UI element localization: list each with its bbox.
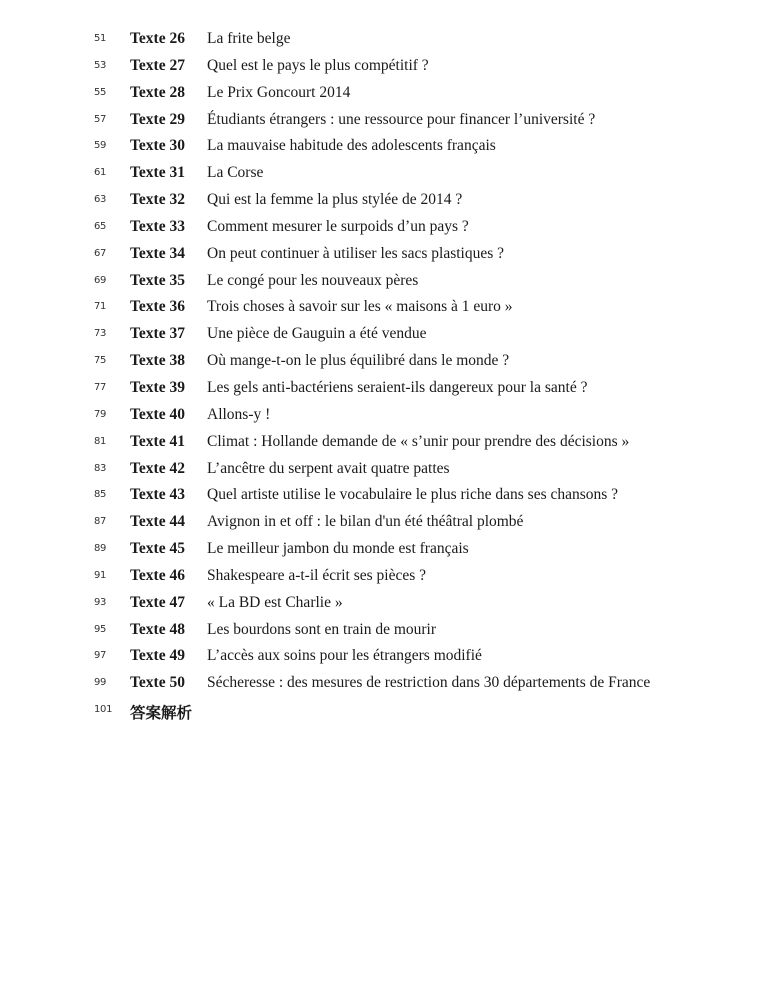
page-number: 63 bbox=[94, 194, 107, 206]
toc-entry[interactable] bbox=[0, 404, 758, 431]
page-number: 75 bbox=[94, 355, 107, 367]
page-number: 69 bbox=[94, 274, 107, 286]
toc-entry[interactable] bbox=[0, 162, 758, 189]
page-number: 87 bbox=[94, 516, 107, 528]
page-number: 91 bbox=[94, 569, 107, 581]
text-label: Texte 26 bbox=[130, 30, 185, 47]
page-number: 95 bbox=[94, 623, 107, 635]
text-label: Texte 35 bbox=[130, 271, 185, 289]
text-label: Texte 44 bbox=[130, 513, 185, 531]
text-label: Texte 38 bbox=[130, 352, 185, 370]
text-title: Climat : Hollande demande de « s’unir pour prendre des décisions » bbox=[207, 432, 630, 450]
toc-entry[interactable] bbox=[0, 645, 758, 672]
toc-entry-answers[interactable] bbox=[0, 699, 758, 726]
toc-entry[interactable] bbox=[0, 565, 758, 592]
text-title: Le meilleur jambon du monde est français bbox=[207, 540, 469, 558]
toc-entry[interactable] bbox=[0, 216, 758, 243]
text-label: Texte 34 bbox=[130, 244, 185, 262]
text-label: Texte 49 bbox=[130, 647, 185, 665]
page-number: 71 bbox=[94, 301, 107, 313]
toc-entry[interactable] bbox=[0, 619, 758, 646]
page-number: 51 bbox=[94, 33, 107, 44]
toc-entry[interactable] bbox=[0, 538, 758, 565]
text-title: Trois choses à savoir sur les « maisons à 1 euro » bbox=[207, 298, 513, 316]
page-number: 89 bbox=[94, 543, 107, 555]
text-title: « La BD est Charlie » bbox=[207, 593, 343, 611]
toc-entry[interactable] bbox=[0, 28, 758, 55]
page-number: 59 bbox=[94, 140, 107, 152]
toc-entry[interactable] bbox=[0, 135, 758, 162]
text-title: La frite belge bbox=[207, 30, 291, 47]
page-number: 99 bbox=[94, 677, 107, 689]
text-label: Texte 48 bbox=[130, 620, 185, 638]
text-label: Texte 28 bbox=[130, 83, 185, 101]
page-number: 97 bbox=[94, 650, 107, 662]
text-title: On peut continuer à utiliser les sacs plastiques ? bbox=[207, 244, 505, 262]
toc-entry[interactable] bbox=[0, 323, 758, 350]
page-number: 57 bbox=[94, 113, 107, 125]
text-title: Avignon in et off : le bilan d'un été théâtral plombé bbox=[207, 513, 524, 531]
page-number: 61 bbox=[94, 167, 107, 179]
page-number: 101 bbox=[94, 704, 113, 716]
toc-entry[interactable] bbox=[0, 82, 758, 109]
page-number: 73 bbox=[94, 328, 107, 340]
page-number: 93 bbox=[94, 596, 107, 608]
toc-entry[interactable] bbox=[0, 296, 758, 323]
text-label: Texte 32 bbox=[130, 191, 185, 209]
toc-entry[interactable] bbox=[0, 270, 758, 297]
page-number: 79 bbox=[94, 408, 107, 420]
page-number: 85 bbox=[94, 489, 107, 501]
page-number: 67 bbox=[94, 247, 107, 259]
text-title: Les gels anti-bactériens seraient-ils dangereux pour la santé ? bbox=[207, 378, 588, 396]
page-number: 55 bbox=[94, 86, 107, 98]
text-label: Texte 45 bbox=[130, 540, 185, 558]
page-number: 83 bbox=[94, 462, 107, 474]
text-label: Texte 33 bbox=[130, 217, 185, 235]
text-title: Shakespeare a-t-il écrit ses pièces ? bbox=[207, 566, 427, 584]
toc-entry[interactable] bbox=[0, 672, 758, 699]
toc-entry[interactable] bbox=[0, 109, 758, 136]
toc-entry[interactable] bbox=[0, 243, 758, 270]
text-label: Texte 47 bbox=[130, 593, 185, 611]
text-title: Comment mesurer le surpoids d’un pays ? bbox=[207, 217, 469, 235]
text-label: Texte 46 bbox=[130, 566, 185, 584]
toc-entry[interactable] bbox=[0, 431, 758, 458]
text-title: L’ancêtre du serpent avait quatre pattes bbox=[207, 459, 450, 477]
text-title: L’accès aux soins pour les étrangers modifié bbox=[207, 647, 482, 665]
text-label: Texte 41 bbox=[130, 432, 185, 450]
text-title: Allons-y ! bbox=[207, 405, 271, 423]
text-title: Étudiants étrangers : une ressource pour financer l’université ? bbox=[207, 110, 596, 128]
text-label: Texte 29 bbox=[130, 110, 185, 128]
page-number: 65 bbox=[94, 220, 107, 232]
text-title: Le congé pour les nouveaux pères bbox=[207, 271, 419, 289]
page-number: 53 bbox=[94, 59, 107, 71]
text-title: Quel artiste utilise le vocabulaire le plus riche dans ses chansons ? bbox=[207, 486, 619, 504]
toc-entry[interactable] bbox=[0, 458, 758, 485]
text-title: Quel est le pays le plus compétitif ? bbox=[207, 56, 429, 74]
text-title: Qui est la femme la plus stylée de 2014 ? bbox=[207, 191, 463, 209]
text-label: Texte 37 bbox=[130, 325, 185, 343]
page-number: 81 bbox=[94, 435, 107, 447]
text-label: Texte 50 bbox=[130, 674, 185, 692]
text-label: Texte 43 bbox=[130, 486, 185, 504]
toc-entry[interactable] bbox=[0, 55, 758, 82]
text-title: Le Prix Goncourt 2014 bbox=[207, 83, 351, 101]
answers-label: 答案解析 bbox=[130, 704, 193, 723]
page-number: 77 bbox=[94, 381, 107, 393]
text-title: Sécheresse : des mesures de restriction dans 30 départements de France bbox=[207, 674, 651, 692]
text-label: Texte 36 bbox=[130, 298, 185, 316]
text-label: Texte 39 bbox=[130, 378, 185, 396]
text-title: Où mange-t-on le plus équilibré dans le monde ? bbox=[207, 352, 510, 370]
toc-entry[interactable] bbox=[0, 511, 758, 538]
toc-entry[interactable] bbox=[0, 484, 758, 511]
toc-entry[interactable] bbox=[0, 377, 758, 404]
text-label: Texte 40 bbox=[130, 405, 185, 423]
text-title: Les bourdons sont en train de mourir bbox=[207, 620, 437, 638]
text-title: Une pièce de Gauguin a été vendue bbox=[207, 325, 427, 343]
toc-entry[interactable] bbox=[0, 592, 758, 619]
toc-entry[interactable] bbox=[0, 189, 758, 216]
text-title: La Corse bbox=[207, 164, 264, 182]
toc-entry[interactable] bbox=[0, 350, 758, 377]
text-label: Texte 30 bbox=[130, 137, 185, 155]
table-of-contents bbox=[0, 28, 758, 726]
text-label: Texte 27 bbox=[130, 56, 185, 74]
text-label: Texte 42 bbox=[130, 459, 185, 477]
text-title: La mauvaise habitude des adolescents français bbox=[207, 137, 496, 155]
text-label: Texte 31 bbox=[130, 164, 185, 182]
